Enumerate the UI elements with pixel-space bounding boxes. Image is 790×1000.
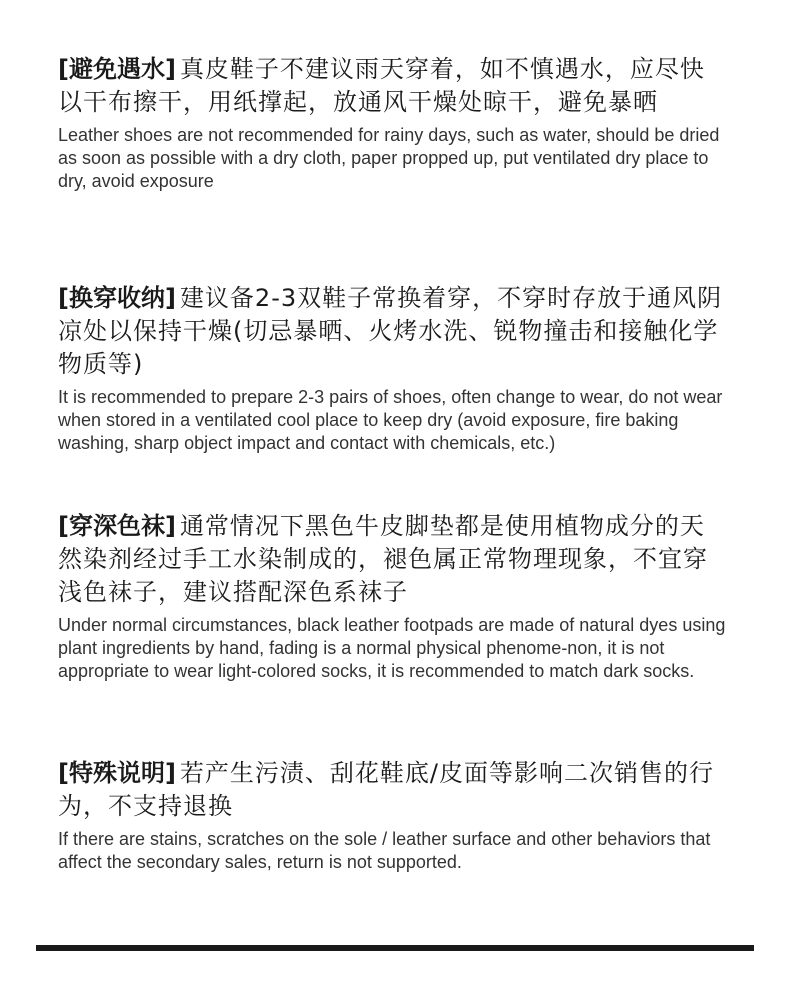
section-tag: [穿深色袜] — [58, 512, 176, 540]
section-dark-socks — [58, 510, 728, 683]
section-tag: [避免遇水] — [58, 55, 176, 83]
section-en-text: It is recommended to prepare 2-3 pairs of shoes, often change to wear, do not wear when stored in a ventilated cool place to keep dry (avoid exposure, fire baking washing, sharp object impact and contact with chemicals, etc.) — [58, 387, 723, 453]
section-zh-body: 真皮鞋子不建议雨天穿着，如不慎遇水，应尽快以干布擦干，用纸撑起，放通风干燥处晾干，避免暴晒 — [58, 55, 705, 116]
section-avoid-water — [58, 53, 728, 193]
section-zh-text — [58, 757, 728, 823]
section-zh-body: 通常情况下黑色牛皮脚垫都是使用植物成分的天然染剂经过手工水染制成的，褪色属正常物理现象，不宜穿浅色袜子，建议搭配深色系袜子 — [58, 512, 708, 606]
section-zh-text — [58, 510, 728, 609]
section-zh-body: 建议备2-3双鞋子常换着穿，不穿时存放于通风阴凉处以保持干燥(切忌暴晒、火烤水洗、锐物撞击和接触化学物质等) — [58, 284, 723, 378]
section-zh-body: 若产生污渍、刮花鞋底/皮面等影响二次销售的行为，不支持退换 — [58, 759, 715, 820]
section-en-text: If there are stains, scratches on the sole / leather surface and other behaviors that affect the secondary sales, return is not supported. — [58, 829, 711, 872]
section-zh-text — [58, 282, 728, 381]
bottom-divider — [36, 945, 754, 951]
section-zh-text — [58, 53, 728, 119]
section-en-text: Under normal circumstances, black leather footpads are made of natural dyes using plant ingredients by hand, fading is a normal physical phenome-non, it is not appropriate to wear light-colored socks, it is recommended to match dark socks. — [58, 615, 726, 681]
section-en-text: Leather shoes are not recommended for rainy days, such as water, should be dried as soon as possible with a dry cloth, paper propped up, put ventilated dry place to dry, avoid exposure — [58, 125, 720, 191]
section-special-notice — [58, 757, 728, 874]
section-rotation-storage — [58, 282, 728, 455]
section-tag: [换穿收纳] — [58, 284, 176, 312]
section-tag: [特殊说明] — [58, 759, 176, 787]
